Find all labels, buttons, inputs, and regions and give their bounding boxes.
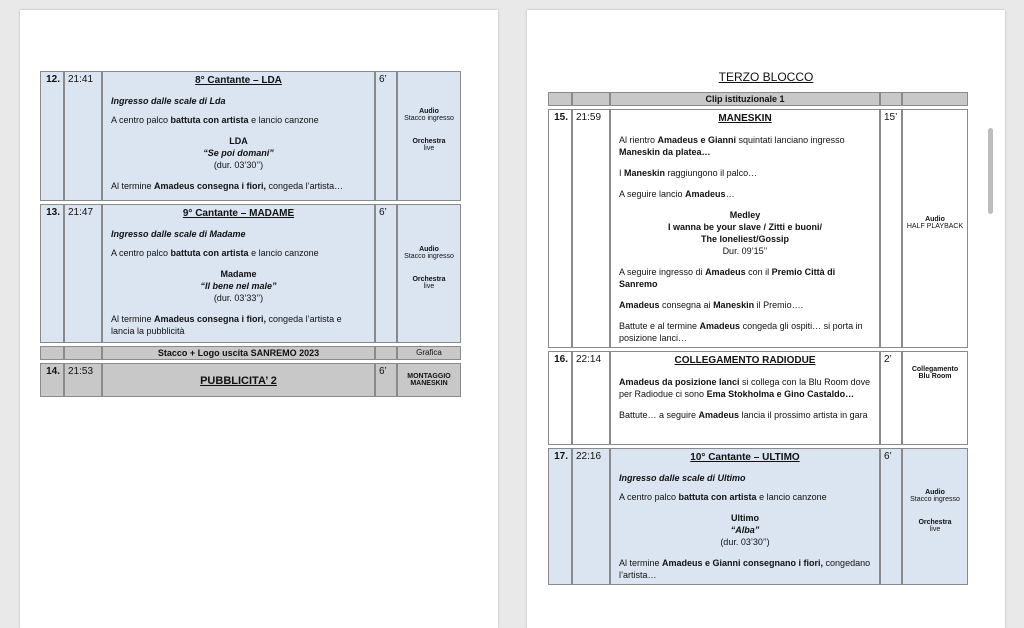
row-time: 21:47 [64,204,102,343]
schedule-table-right [548,92,968,585]
note-label: Audio [925,215,945,223]
text: A seguire lancio [619,189,686,199]
note [906,216,964,230]
bold-text: Maneskin da platea… [619,147,711,157]
text: Al rientro [619,135,658,145]
block-heading: TERZO BLOCCO [718,70,814,84]
row-body [610,448,880,585]
paragraph [619,409,871,421]
note [401,108,457,122]
text: Battute… a seguire [619,410,699,420]
bold-text: Amadeus consegna i fiori, [154,181,267,191]
text: A centro palco [619,492,679,502]
bold-text: Amadeus da posizione lanci [619,377,740,387]
row-duration: 6’ [375,363,397,397]
note-sub: live [929,525,941,533]
song-title: “Alba” [730,525,760,535]
note [401,138,457,152]
text: I [619,168,625,178]
bold-text: Amadeus [698,410,740,420]
text: congedano l’artista… [619,558,871,580]
text: lancia il prossimo artista in gara [739,410,868,420]
text: congeda gli ospiti… si porta in posizione lanci… [619,321,863,343]
paragraph [619,299,871,311]
row-body [610,109,880,348]
row-number: 12. [40,71,64,201]
segment-title: 9° Cantante – MADAME [182,208,295,219]
entry-line: Ingresso dalle scale di Madame [111,229,246,239]
row-body [102,363,375,397]
entry-line: Ingresso dalle scale di Lda [111,96,226,106]
text: il Premio…. [754,300,804,310]
table-row [548,448,968,585]
stacco-note: Grafica [397,346,461,360]
row-notes [902,448,968,585]
note [906,519,964,533]
row-number: 17. [548,448,572,585]
entry-line: Ingresso dalle scale di Ultimo [619,473,746,483]
song-duration: (dur. 03’30’’) [213,160,264,170]
text: … [725,189,735,199]
empty-cell [40,346,64,360]
paragraph [619,134,871,158]
paragraph [619,266,871,290]
table-row [40,363,461,397]
bold-text: Amadeus e Gianni [657,135,737,145]
segment-title: COLLEGAMENTO RADIODUE [674,355,816,366]
row-notes: Collegamento Blu Room [902,351,968,445]
text: Al termine [111,181,155,191]
note-label: Audio [419,245,439,253]
paragraph [111,180,366,192]
medley-duration: Dur. 09’15’’ [722,246,768,256]
paragraph [111,247,366,259]
bold-text: Amadeus [699,321,741,331]
segment-title: PUBBLICITA’ 2 [200,375,277,387]
paragraph [619,376,871,400]
row-time: 21:59 [572,109,610,348]
segment-title: 8° Cantante – LDA [195,75,282,86]
text: congeda l’artista… [266,181,344,191]
table-row [40,71,461,201]
note-sub: Stacco ingresso [910,495,960,503]
bold-text: battuta con artista [170,115,249,125]
bold-text: Amadeus [619,300,660,310]
row-notes [397,204,461,343]
bold-text: Amadeus [685,189,726,199]
schedule-table-left [40,71,461,397]
bold-text: battuta con artista [170,248,249,258]
note-label: Orchestra [412,275,446,283]
row-notes [902,109,968,348]
row-time: 22:14 [572,351,610,445]
text: Al termine [619,558,663,568]
paragraph [619,491,871,503]
artist-name: Madame [220,269,257,279]
bold-text: Maneskin [624,168,666,178]
empty-cell [880,92,902,106]
note-sub: Stacco ingresso [404,252,454,260]
text: si collega con la Blu Room dove per Radiodue ci sono [619,377,871,399]
row-duration: 15’ [880,109,902,348]
paragraph [619,188,871,200]
scrollbar[interactable] [988,128,993,214]
paragraph [111,313,366,337]
medley-block [619,209,871,257]
bold-text: Maneskin [713,300,755,310]
empty-cell [375,346,397,360]
note-sub: live [423,282,435,290]
segment-title: MANESKIN [718,113,772,124]
stacco-text: Stacco + Logo uscita SANREMO 2023 [102,346,375,360]
bold-text: Amadeus consegna i fiori, [154,314,267,324]
row-number: 15. [548,109,572,348]
note [906,489,964,503]
text: Al termine [111,314,155,324]
text: A centro palco [111,115,171,125]
note-sub: HALF PLAYBACK [906,222,964,230]
note-label: Orchestra [412,138,446,145]
segment-title: 10° Cantante – ULTIMO [690,452,800,463]
row-duration: 6’ [375,71,397,201]
text: A centro palco [111,248,171,258]
song-title: “Il bene nel male” [200,281,277,291]
table-row [40,204,461,343]
row-body [102,204,375,343]
row-body [102,71,375,201]
row-number: 13. [40,204,64,343]
paragraph [619,557,871,581]
bold-text: Premio Città di Sanremo [619,267,836,289]
text: consegna ai [659,300,714,310]
paragraph [619,320,871,344]
bold-text: Ema Stokholma e Gino Castaldo… [706,389,855,399]
empty-cell [902,92,968,106]
song-duration: (dur. 03’30’’) [720,537,770,547]
text: e lancio canzone [248,248,319,258]
row-body [610,351,880,445]
note-label: Orchestra [918,518,952,526]
song-block [111,268,366,304]
clip-row [548,92,968,106]
row-notes: MONTAGGIO MANESKIN [397,363,461,397]
medley-songs: I wanna be your slave / Zitti e buoni/ [667,222,823,232]
text: squintati lanciano ingresso [736,135,845,145]
bold-text: battuta con artista [678,492,757,502]
note-label: Audio [925,488,945,496]
paragraph [111,114,366,126]
empty-cell [548,92,572,106]
text: congeda l’artista e lancia la pubblicità [111,314,342,336]
bold-text: Amadeus e Gianni consegnano i fiori, [662,558,824,568]
row-duration: 2’ [880,351,902,445]
artist-name: Ultimo [731,513,759,523]
note [401,276,457,290]
text: A seguire ingresso di [619,267,706,277]
text: con il [745,267,772,277]
row-duration: 6’ [880,448,902,585]
note-sub: live [423,145,435,152]
song-block [619,512,871,548]
note-sub: Stacco ingresso [404,115,454,122]
text: e lancio canzone [248,115,319,125]
medley-songs: The loneliest/Gossip [700,234,790,244]
medley-heading: Medley [729,210,761,220]
right-page [527,10,1005,628]
song-block [111,135,366,171]
text: Battute e al termine [619,321,700,331]
row-number: 14. [40,363,64,397]
artist-name: LDA [229,136,248,146]
note [401,246,457,260]
text: e lancio canzone [756,492,827,502]
row-time: 21:41 [64,71,102,201]
bold-text: Amadeus [705,267,746,277]
clip-title: Clip istituzionale 1 [610,92,880,106]
left-page [20,10,498,628]
song-duration: (dur. 03’33’’) [213,293,264,303]
song-title: “Se poi domani” [203,148,274,158]
table-row [548,351,968,445]
empty-cell [572,92,610,106]
table-row [548,109,968,348]
row-time: 22:16 [572,448,610,585]
stacco-row [40,346,461,360]
row-time: 21:53 [64,363,102,397]
row-notes [397,71,461,201]
note-label: Audio [419,108,439,115]
row-duration: 6’ [375,204,397,343]
text: raggiungono il palco… [665,168,758,178]
row-number: 16. [548,351,572,445]
paragraph [619,167,871,179]
empty-cell [64,346,102,360]
